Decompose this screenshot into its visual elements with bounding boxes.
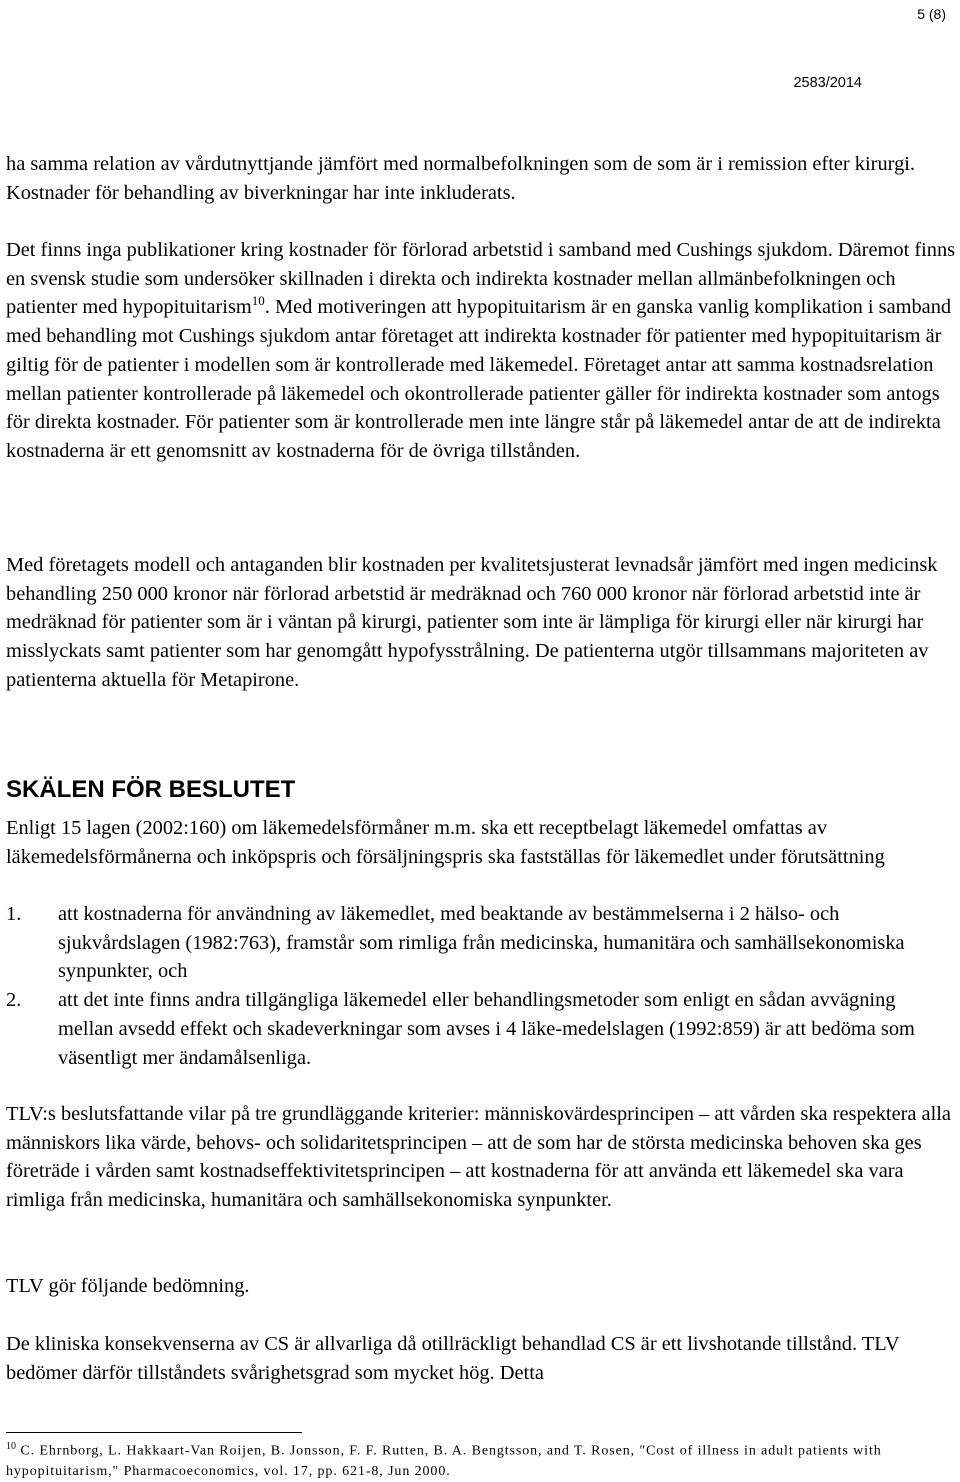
paragraph-clinical-consequences: De kliniska konsekvenserna av CS är allvarliga då otillräckligt behandlad CS är ett livshotande tillstånd. TLV bedömer därför tillståndets svårighetsgrad som mycket hög. Detta — [6, 1333, 900, 1384]
footnote — [6, 1437, 946, 1482]
section-heading: SKÄLEN FÖR BESLUTET — [6, 776, 296, 803]
criteria-item-text: att det inte finns andra tillgängliga läkemedel eller behandlingsmetoder som enligt en sådan avvägning mellan avsedd effekt och skadeverkningar som avses i 4 läke-medelslagen (1992:859) är att bedöma som väsentligt mer ändamålsenliga. — [58, 989, 915, 1069]
criteria-list — [6, 900, 950, 1072]
criteria-item-number: 2. — [6, 989, 22, 1012]
paragraph-indirect-costs-part1: Det finns inga publikationer kring kostnader för förlorad arbetstid i samband med Cushings sjukdom. Däremot finns en svensk studie som undersöker skillnaden i direkta och indirekta kostnader mellan allmänbefolkningen och patienter med hypopituitarism — [6, 239, 956, 319]
footnote-number: 10 — [6, 1441, 16, 1452]
criteria-item — [6, 986, 950, 1072]
paragraph-indirect-costs-part2: . Med motiveringen att hypopituitarism är en ganska vanlig komplikation i samband med behandling mot Cushings sjukdom antar företaget att indirekta kostnader för patienter med hypopituitarism är giltig för de patienter i modellen som är kontrollerade med läkemedel. Företaget antar att samma kostnadsrelation mellan patienter kontrollerade på läkemedel och okontrollerade patienter gäller för indirekta kostnader som antogs för direkta kostnader. För patienter som är kontrollerade men inte längre står på läkemedel antar de att de indirekta kostnaderna är ett genomsnitt av kostnaderna för de övriga tillstånden. — [6, 296, 952, 462]
paragraph-utilization: ha samma relation av vårdutnyttjande jämfört med normalbefolkningen som de som är i remission efter kirurgi. Kostnader för behandling av biverkningar har inte inkluderats. — [6, 153, 916, 204]
page-number: 5 (8) — [917, 6, 946, 22]
paragraph-cost-per-qaly: Med företagets modell och antaganden blir kostnaden per kvalitetsjusterat levnadsår jämfört med ingen medicinsk behandling 250 000 kronor när förlorad arbetstid är medräknad och 760 000 kronor när förlorad arbetstid inte är medräknad för patienter som är i väntan på kirurgi, patienter som inte är lämpliga för kirurgi eller när kirurgi har misslyckats samt patienter som har genomgått hypofysstrålning. De patienterna utgör tillsammans majoriteten av patienterna aktuella för Metapirone. — [6, 554, 938, 691]
criteria-item — [6, 900, 950, 986]
criteria-item-number: 1. — [6, 903, 22, 925]
criteria-item-text: att kostnaderna för användning av läkemedlet, med beaktande av bestämmelserna i 2 hälso- och sjukvårdslagen (1982:763), framstår som rimliga från medicinska, humanitära och samhällsekonomiska synpunkter, och — [58, 903, 905, 983]
paragraph-indirect-costs — [6, 236, 956, 466]
document-number: 2583/2014 — [793, 75, 862, 91]
footnote-divider — [6, 1432, 302, 1433]
paragraph-assessment: TLV gör följande bedömning. — [6, 1275, 250, 1297]
paragraph-law-requirement: Enligt 15 lagen (2002:160) om läkemedelsförmåner m.m. ska ett receptbelagt läkemedel omfattas av läkemedelsförmånerna och inköpspris och försäljningspris ska fastställas för läkemedlet under förutsättning — [6, 817, 885, 868]
footnote-text: C. Ehrnborg, L. Hakkaart-Van Roijen, B. Jonsson, F. F. Rutten, B. A. Bengtsson, and T. Rosen, "Cost of illness in adult patients with hypopituitarism," Pharmacoeconomics, vol. 17, pp. 621-8, Jun 2000. — [6, 1443, 882, 1479]
footnote-reference: 10 — [251, 293, 265, 309]
paragraph-principles: TLV:s beslutsfattande vilar på tre grundläggande kriterier: människovärdesprincipen – att vården ska respektera alla människors lika värde, behovs- och solidaritetsprincipen – att de som har de största medicinska behoven ska ges företräde i vården samt kostnadseffektivitetsprincipen – att kostnaderna för att använda ett läkemedel ska vara rimliga från medicinska, humanitära och samhällsekonomiska synpunkter. — [6, 1103, 951, 1212]
